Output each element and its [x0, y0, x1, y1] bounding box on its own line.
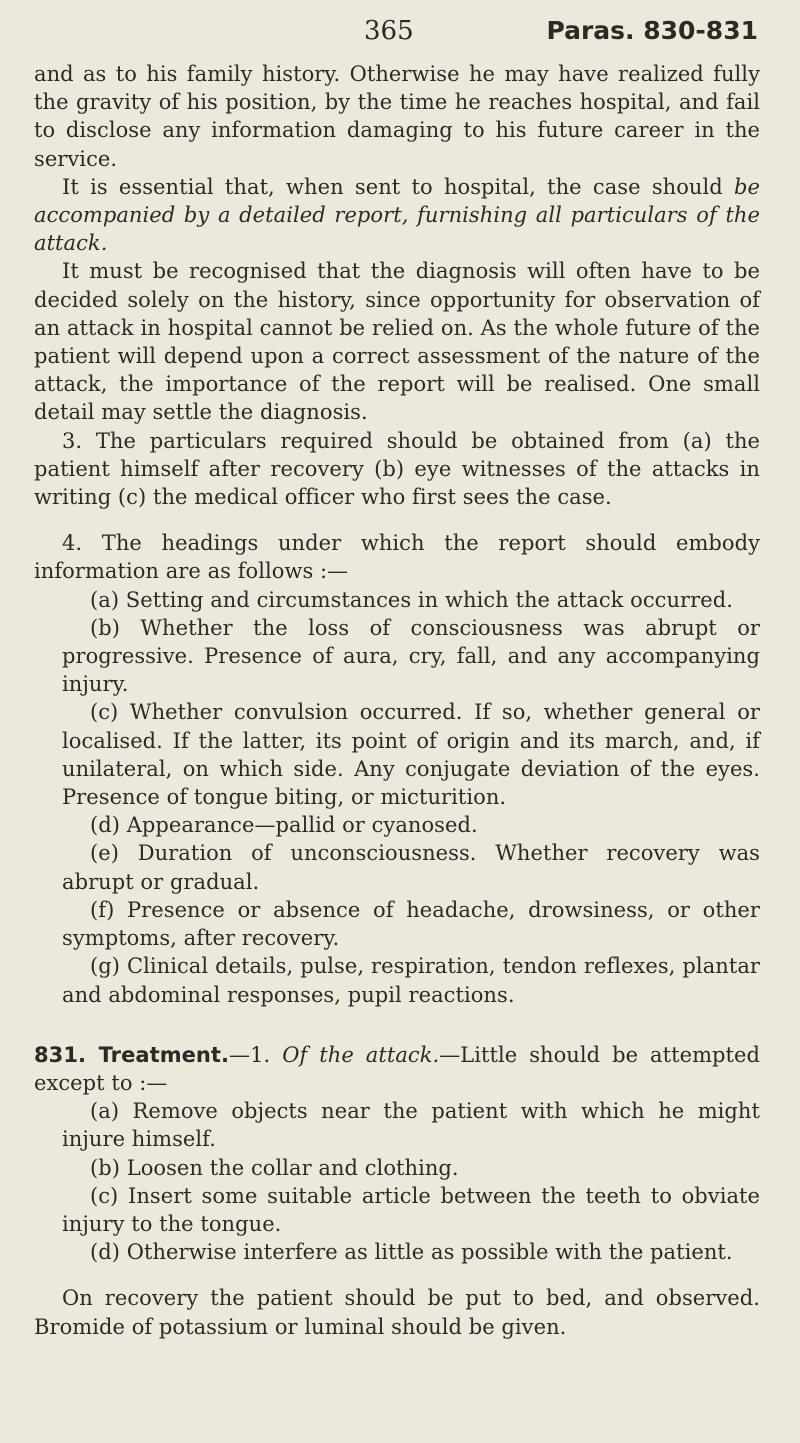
list-item: (f) Presence or absence of headache, drowsiness, or other symptoms, after recovery. — [62, 897, 760, 951]
treatment-subheading: Of the attack. — [282, 1042, 440, 1067]
paragraph-headings: 4. The headings under which the report should embody information are as follows :— — [34, 531, 760, 584]
paragraph-detailed-report-emphasis: be accompanied by a detailed report, furnishing all particulars of the attack. — [34, 174, 760, 256]
paragraph-diagnosis: It must be recognised that the diagnosis will often have to be decided solely on the history, since opportunity for observation of an attack in hospital cannot be relied on. As the whole future of the patient will depend upon a correct assessment of the nature of the attack, the importance of the report will be realised. One small detail may settle the diagnosis. — [34, 259, 760, 425]
treatment-intro: —Little should be attempted except to :— — [34, 1042, 760, 1095]
paragraph-family-history: and as to his family history. Otherwise he may have realized fully the gravity of his position, by the time he reaches hospital, and fail to disclose any information damaging to his future career in the service. — [34, 62, 760, 171]
paragraph-recovery: On recovery the patient should be put to bed, and observed. Bromide of potassium or luminal should be given. — [34, 1286, 760, 1339]
document-body — [34, 60, 760, 1341]
list-item: (g) Clinical details, pulse, respiration, tendon reflexes, plantar and abdominal responses, pupil reactions. — [62, 954, 760, 1007]
list-item: (e) Duration of unconsciousness. Whether recovery was abrupt or gradual. — [62, 841, 760, 894]
list-item: (b) Loosen the collar and clothing. — [90, 1155, 459, 1180]
treatment-list — [34, 1097, 760, 1266]
paragraph-detailed-report-text: It is essential that, when sent to hospital, the case should — [62, 174, 723, 199]
list-item: (c) Whether convulsion occurred. If so, whether general or localised. If the latter, its point of origin and its march, and, if unilateral, on which side. Any conjugate deviation of the eyes. Presence of tongue biting, or micturition. — [62, 700, 760, 810]
list-item: (c) Insert some suitable article between the teeth to obviate injury to the tongue. — [62, 1183, 760, 1236]
paragraph-detailed-report — [34, 173, 760, 258]
paragraph-range: Paras. 830-831 — [546, 16, 758, 45]
list-item: (b) Whether the loss of consciousness was abrupt or progressive. Presence of aura, cry, fall, and any accompanying injury. — [62, 615, 760, 697]
list-item: (d) Otherwise interfere as little as possible with the patient. — [90, 1240, 733, 1265]
page-number: 365 — [364, 16, 414, 46]
paragraph-treatment — [34, 1041, 760, 1097]
list-item: (a) Setting and circumstances in which the attack occurred. — [90, 587, 733, 612]
paragraph-particulars: 3. The particulars required should be obtained from (a) the patient himself after recovery (b) eye witnesses of the attacks in writing (c) the medical officer who first sees the case. — [34, 428, 760, 510]
report-headings-list — [34, 586, 760, 1009]
treatment-number: —1. — [229, 1042, 271, 1067]
list-item: (a) Remove objects near the patient with which he might injure himself. — [62, 1099, 760, 1152]
page-header — [34, 0, 760, 60]
treatment-heading: 831. Treatment. — [34, 1042, 230, 1067]
list-item: (d) Appearance—pallid or cyanosed. — [90, 813, 478, 838]
